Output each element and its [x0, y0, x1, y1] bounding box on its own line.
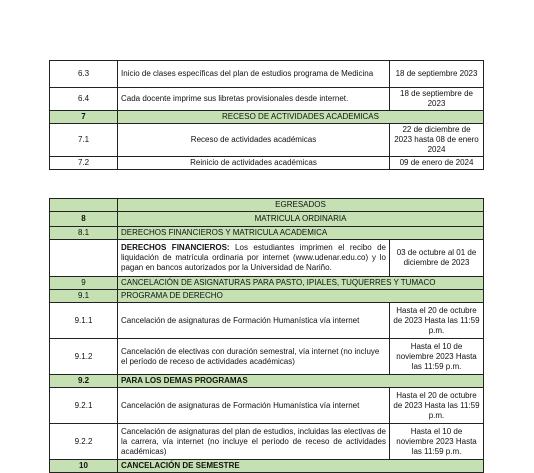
date-cell: 03 de octubre al 01 de diciembre de 2023 [390, 240, 484, 277]
table-row [50, 424, 484, 460]
item-number: 7.1 [50, 124, 118, 157]
section-row [50, 290, 484, 303]
date-cell: 22 de diciembre de 2023 hasta 08 de enero 2024 [390, 124, 484, 157]
table-row [50, 339, 484, 375]
activity-cell: Cada docente imprime sus libretas provisionales desde internet. [118, 88, 390, 111]
activity-cell [118, 240, 390, 277]
date-cell: Hasta el 10 de noviembre 2023 Hasta las 11:59 p.m. [390, 424, 484, 460]
table-row [50, 157, 484, 170]
date-cell: 09 de enero de 2024 [390, 157, 484, 170]
activity-cell: Receso de actividades académicas [118, 124, 390, 157]
table-row [50, 303, 484, 339]
section-row [50, 111, 484, 124]
item-number: 6.3 [50, 61, 118, 88]
item-number: 6.4 [50, 88, 118, 111]
activity-bold-lead: DERECHOS FINANCIEROS: [121, 243, 230, 252]
activity-cell: Inicio de clases específicas del plan de estudios programa de Medicina [118, 61, 390, 88]
section-number: 7 [50, 111, 118, 124]
calendar-table-2 [49, 198, 484, 473]
date-cell: Hasta el 10 de noviembre 2023 Hasta las 11:59 p.m. [390, 339, 484, 375]
item-number: 9.1.1 [50, 303, 118, 339]
activity-cell: Cancelación de electivas con duración semestral, vía internet (no incluye el período de receso de actividades académicas) [118, 339, 390, 375]
section-row [50, 460, 484, 473]
section-title: PARA LOS DEMAS PROGRAMAS [118, 375, 484, 388]
table-row [50, 388, 484, 424]
section-title: PROGRAMA DE DERECHO [118, 290, 484, 303]
date-cell: 18 de septiembre 2023 [390, 61, 484, 88]
section-number: 9.1 [50, 290, 118, 303]
section-title: RECESO DE ACTIVIDADES ACADEMICAS [118, 111, 484, 124]
activity-cell: Reinicio de actividades académicas [118, 157, 390, 170]
section-title: MATRICULA ORDINARIA [118, 212, 484, 227]
calendar-table-1 [49, 60, 484, 170]
section-number: 9.2 [50, 375, 118, 388]
section-number: 8 [50, 212, 118, 227]
section-number: 10 [50, 460, 118, 473]
item-number: 9.2.1 [50, 388, 118, 424]
item-number [50, 240, 118, 277]
section-row [50, 212, 484, 227]
header-row [50, 199, 484, 212]
item-number: 7.2 [50, 157, 118, 170]
date-cell: Hasta el 20 de octubre de 2023 Hasta las 11:59 p.m. [390, 388, 484, 424]
activity-cell: Cancelación de asignaturas de Formación Humanística vía internet [118, 388, 390, 424]
item-number: 9.1.2 [50, 339, 118, 375]
section-title: DERECHOS FINANCIEROS Y MATRICULA ACADEMICA [118, 227, 484, 240]
section-row [50, 277, 484, 290]
item-number: 9.2.2 [50, 424, 118, 460]
header-blank [50, 199, 118, 212]
table-header: EGRESADOS [118, 199, 484, 212]
section-title: CANCELACIÓN DE SEMESTRE [118, 460, 484, 473]
table-row [50, 88, 484, 111]
activity-cell: Cancelación de asignaturas de Formación Humanística vía internet [118, 303, 390, 339]
section-number: 9 [50, 277, 118, 290]
table-row [50, 61, 484, 88]
section-row [50, 227, 484, 240]
table-row [50, 240, 484, 277]
activity-text: Los estudiantes imprimen el recibo de liquidación de matrícula ordinaria por internet (www.udenar.edu.co) y lo pagan en bancos autorizados por la Universidad de Nariño. [121, 243, 387, 272]
section-title: CANCELACIÓN DE ASIGNATURAS PARA PASTO, IPIALES, TUQUERRES Y TUMACO [118, 277, 484, 290]
section-number: 8.1 [50, 227, 118, 240]
date-cell: Hasta el 20 de octubre de 2023 Hasta las 11:59 p.m. [390, 303, 484, 339]
section-row [50, 375, 484, 388]
activity-cell: Cancelación de asignaturas del plan de estudios, incluidas las electivas de la carrera, vía internet (no incluye el período de receso de actividades académicas) [118, 424, 390, 460]
date-cell: 18 de septiembre de 2023 [390, 88, 484, 111]
table-row [50, 124, 484, 157]
